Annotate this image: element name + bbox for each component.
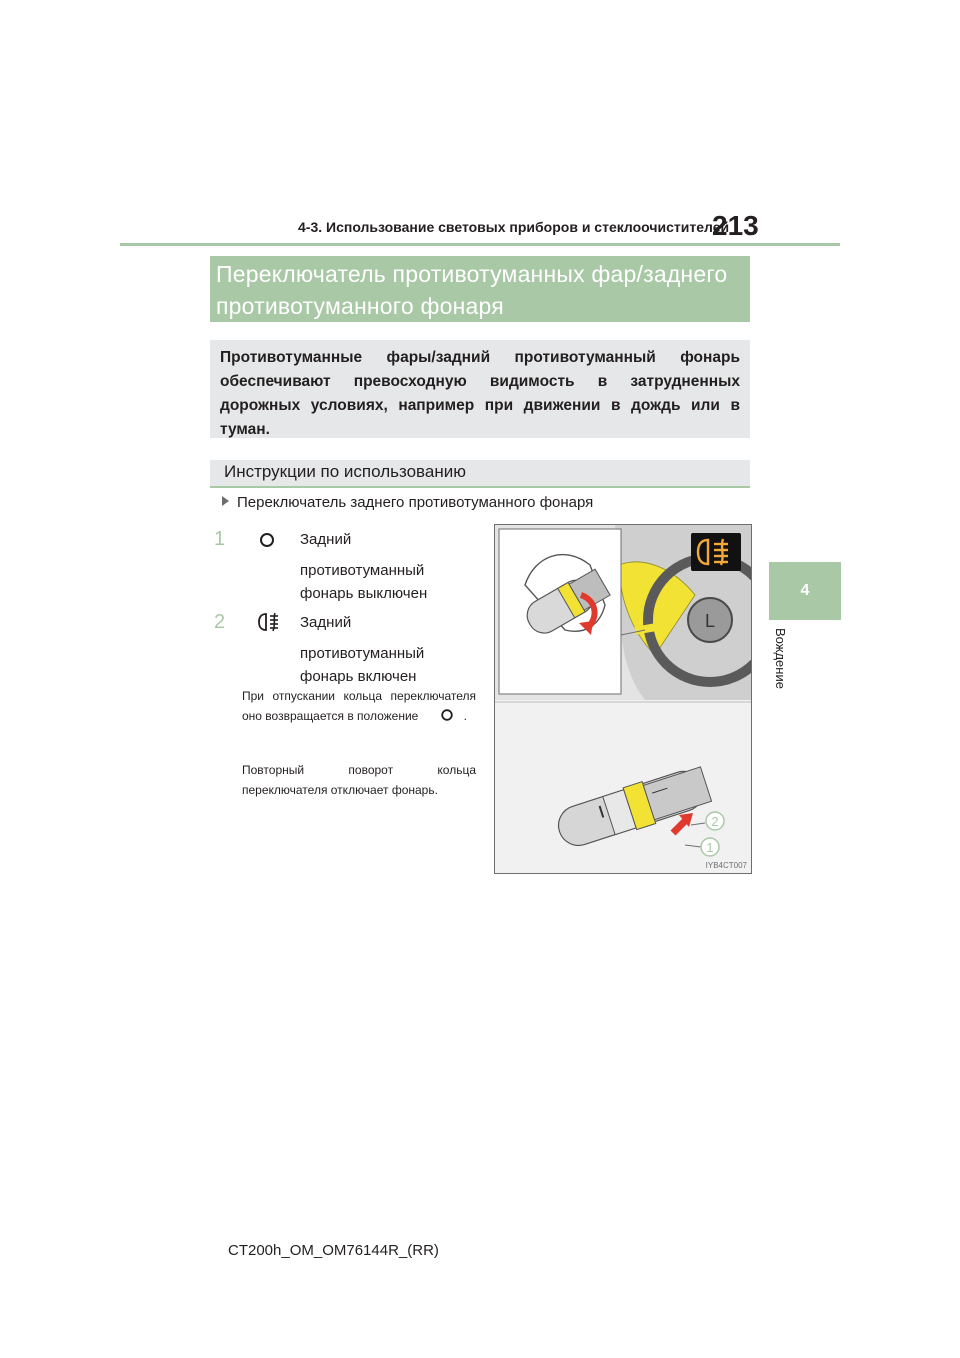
chapter-label-wrapper [773, 628, 812, 728]
title-band [210, 256, 750, 322]
item-2-text [300, 611, 460, 688]
dashboard-switch-illustration [495, 525, 751, 873]
note-1-text: При отпускании кольца переключателя оно возвращается в положение [242, 689, 476, 723]
page-number: 213 [712, 210, 759, 241]
chapter-label: Вождение [773, 628, 788, 689]
header-rule [120, 243, 840, 246]
subheading: Инструкции по использованию [224, 462, 466, 481]
note-2: Повторный поворот кольца переключателя отключает фонарь. [242, 763, 476, 797]
bullet-triangle-icon [222, 496, 229, 506]
illustration [494, 524, 752, 874]
item-number-2: 2 [214, 611, 226, 633]
intro-box [210, 340, 750, 438]
item-2-line2: противотуманный фонарь включен [300, 645, 425, 685]
callout-1: 1 [706, 840, 714, 855]
note-1 [242, 686, 476, 726]
page-title: Переключатель противотуманных фар/заднего противотуманного фонаря [216, 261, 728, 319]
intro-text: Противотуманные фары/задний противотуманный фонарь обеспечивают превосходную видимость в затрудненных дорожных условиях, например при движении в дождь или в туман. [220, 349, 740, 438]
note-1-end: . [463, 709, 468, 723]
fog-off-ring-icon [258, 531, 276, 549]
chapter-tab: 4 [769, 562, 841, 620]
fog-off-ring-icon [440, 708, 454, 722]
bullet-text: Переключатель заднего противотуманного фонаря [237, 494, 594, 511]
callout-2: 2 [711, 814, 719, 829]
subheading-bar [210, 460, 750, 488]
item-1-line2: противотуманный фонарь выключен [300, 562, 428, 602]
bullet-line [222, 494, 593, 511]
figure-code: IYB4CT007 [705, 861, 747, 870]
item-number-1: 1 [214, 528, 226, 550]
item-1-text [300, 528, 460, 605]
lexus-logo: L [704, 611, 716, 631]
footer-code: CT200h_OM_OM76144R_(RR) [228, 1242, 439, 1259]
item-2-line1: Задний [300, 614, 352, 631]
rear-fog-light-icon [256, 611, 280, 633]
section-title: 4-3. Использование световых приборов и стеклоочистителей [298, 219, 730, 235]
item-1-line1: Задний [300, 531, 352, 548]
